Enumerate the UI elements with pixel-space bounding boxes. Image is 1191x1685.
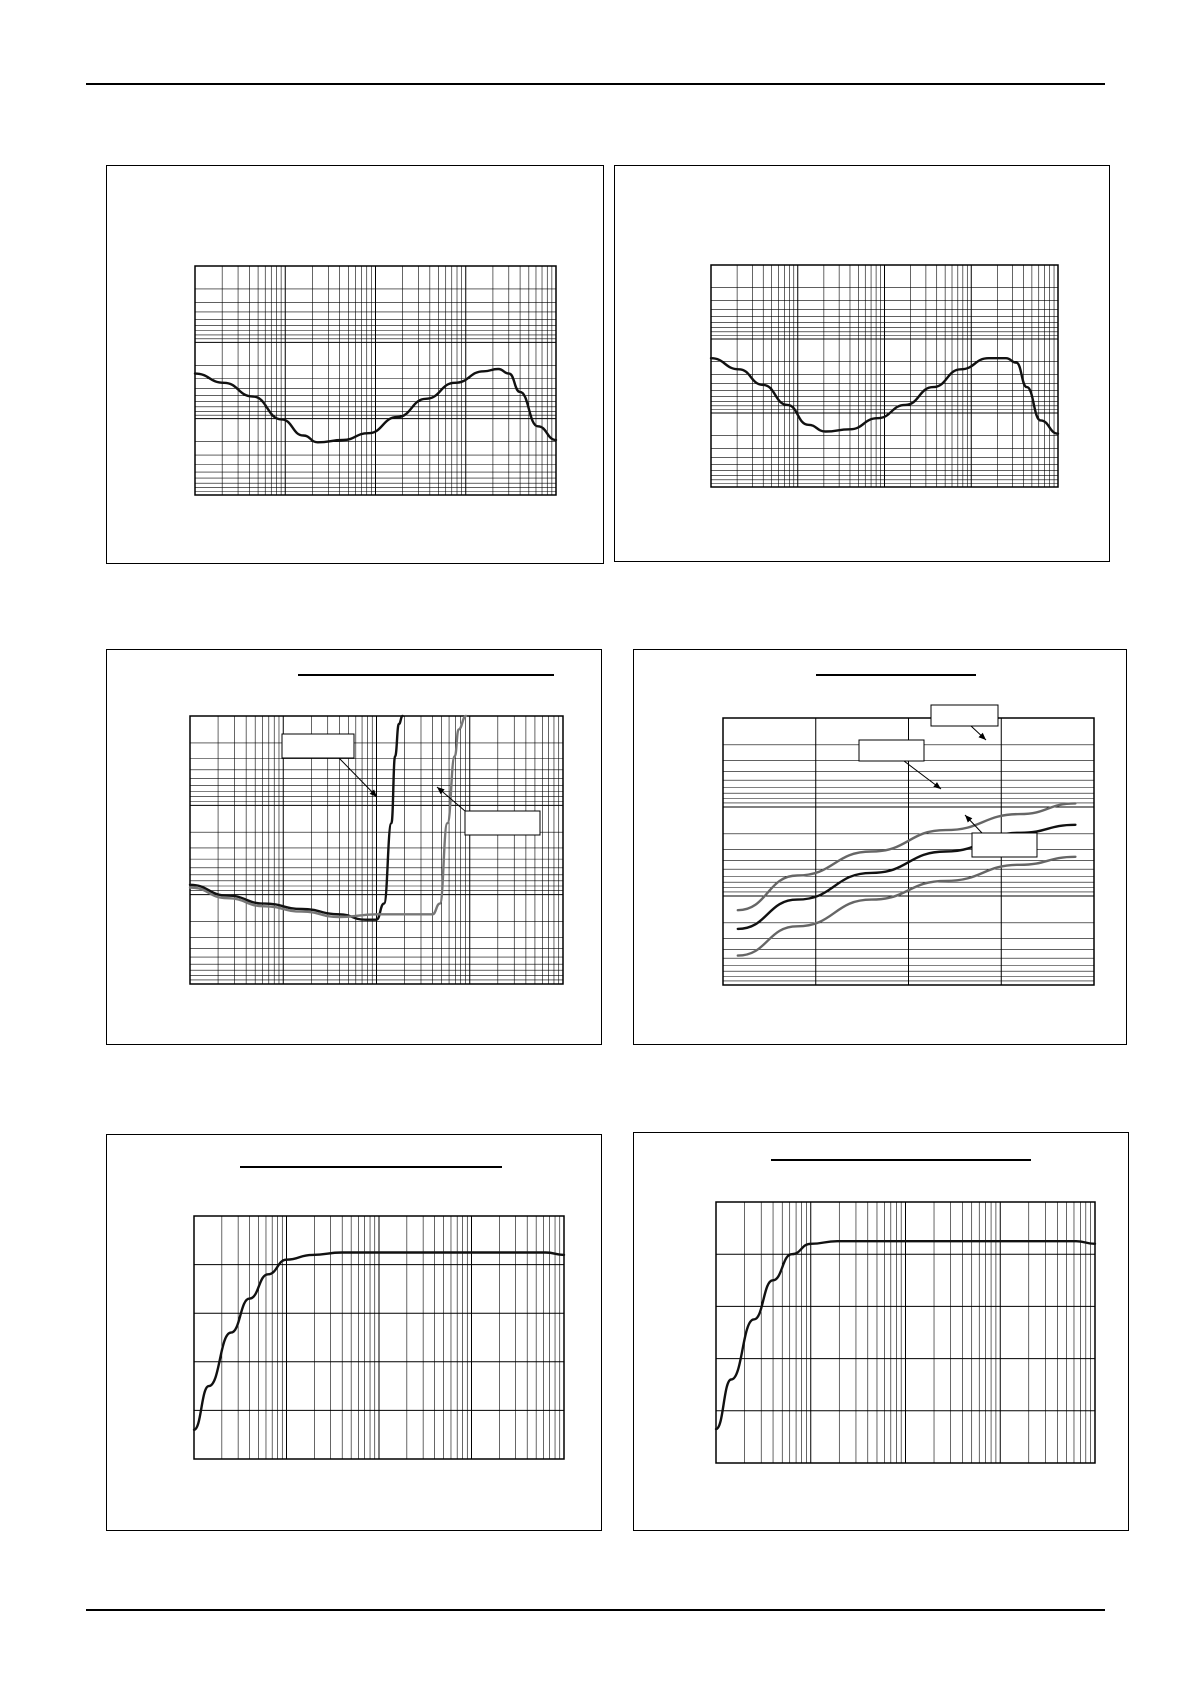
callout-box-1	[282, 734, 354, 758]
callout-box-3	[972, 833, 1037, 857]
chart-panel-4	[633, 649, 1127, 1045]
chart-grid	[711, 265, 1058, 487]
chart-5-plot	[107, 1135, 601, 1530]
series-line-3	[738, 857, 1076, 956]
chart-grid	[195, 266, 556, 495]
chart-panel-1	[106, 165, 604, 564]
chart-6-plot	[634, 1133, 1128, 1530]
header-rule	[86, 83, 1105, 85]
chart-panel-6	[633, 1132, 1129, 1531]
chart-4-plot	[634, 650, 1126, 1044]
footer-rule	[86, 1609, 1105, 1611]
callout-box-2	[859, 740, 924, 761]
chart-panel-3	[106, 649, 602, 1045]
callout-box-1	[931, 705, 998, 726]
callout-box-2	[465, 811, 540, 835]
chart-2-plot	[615, 166, 1109, 561]
chart-panel-2	[614, 165, 1110, 562]
callout-arrow-1	[339, 758, 377, 797]
callout-arrowhead-2	[933, 782, 941, 789]
chart-1-plot	[107, 166, 603, 563]
chart-grid	[190, 716, 563, 984]
chart-panel-5	[106, 1134, 602, 1531]
chart-3-plot	[107, 650, 601, 1044]
